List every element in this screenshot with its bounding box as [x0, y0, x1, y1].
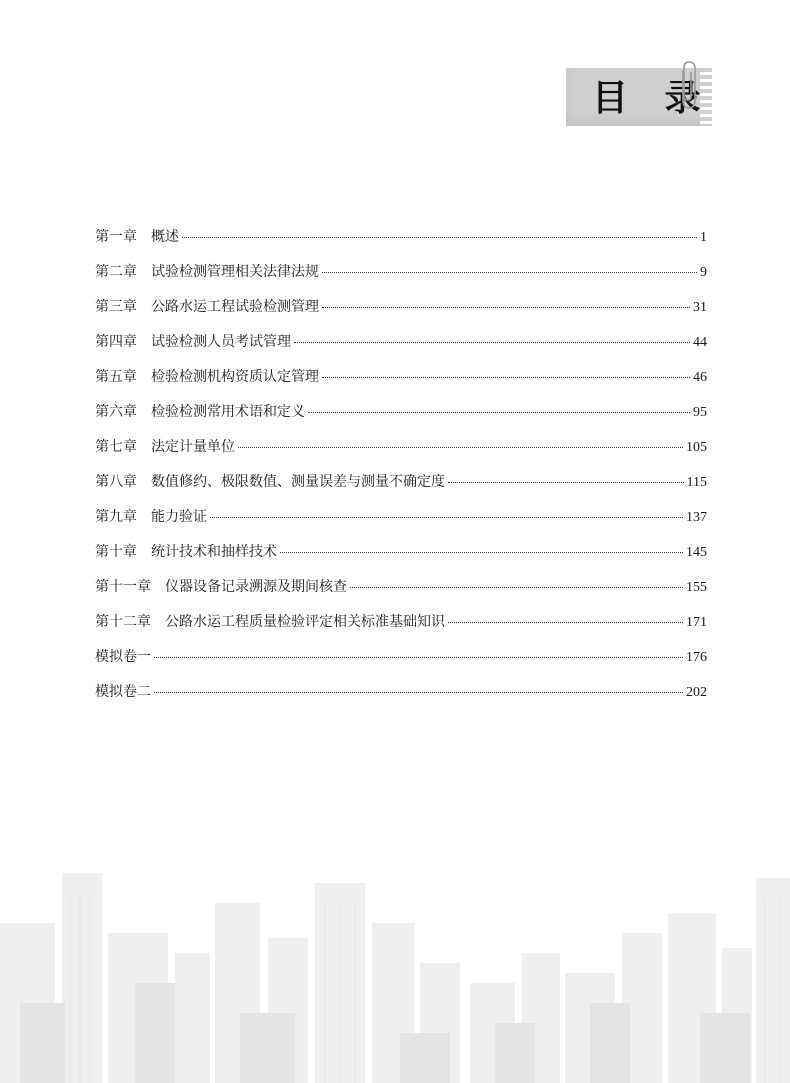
toc-row[interactable]	[95, 506, 707, 541]
toc-title: 试验检测人员考试管理	[151, 334, 291, 350]
toc-row[interactable]	[95, 366, 707, 401]
toc-row[interactable]	[95, 436, 707, 471]
toc-leader	[308, 411, 690, 413]
toc-chapter: 第五章	[95, 369, 137, 385]
toc-page: 137	[686, 510, 707, 525]
toc-title: 公路水运工程试验检测管理	[151, 299, 319, 315]
toc-row[interactable]	[95, 576, 707, 611]
toc-title: 模拟卷一	[95, 649, 151, 665]
toc-chapter: 第十二章	[95, 614, 151, 630]
toc-chapter: 第一章	[95, 229, 137, 245]
toc-page: 171	[686, 615, 707, 630]
toc-chapter: 第十一章	[95, 579, 151, 595]
paperclip-icon	[676, 60, 698, 112]
toc-title: 仪器设备记录溯源及期间核查	[165, 579, 347, 595]
toc-title: 公路水运工程质量检验评定相关标准基础知识	[165, 614, 445, 630]
toc-row[interactable]	[95, 681, 707, 716]
toc-title: 概述	[151, 229, 179, 245]
toc-chapter: 第三章	[95, 299, 137, 315]
toc-page: 202	[686, 685, 707, 700]
toc-leader	[154, 656, 683, 658]
toc-page: 9	[700, 265, 707, 280]
toc-row[interactable]	[95, 296, 707, 331]
toc-title: 统计技术和抽样技术	[151, 544, 277, 560]
toc-page: 1	[700, 230, 707, 245]
toc-title: 检验检测机构资质认定管理	[151, 369, 319, 385]
toc-leader	[448, 481, 684, 483]
toc-row[interactable]	[95, 471, 707, 506]
toc-row[interactable]	[95, 331, 707, 366]
toc-page: 44	[693, 335, 707, 350]
toc-row[interactable]	[95, 646, 707, 681]
toc-leader	[182, 236, 697, 238]
toc-chapter: 第七章	[95, 439, 137, 455]
toc-row[interactable]	[95, 541, 707, 576]
toc-title: 数值修约、极限数值、测量误差与测量不确定度	[151, 474, 445, 490]
toc-page: 105	[686, 440, 707, 455]
city-skyline-illustration	[0, 863, 790, 1083]
toc-leader	[294, 341, 690, 343]
toc-chapter: 第六章	[95, 404, 137, 420]
toc-title: 模拟卷二	[95, 684, 151, 700]
toc-chapter: 第九章	[95, 509, 137, 525]
toc-page: 155	[686, 580, 707, 595]
toc-leader	[210, 516, 683, 518]
toc-leader	[322, 376, 690, 378]
toc-row[interactable]	[95, 261, 707, 296]
table-of-contents	[95, 226, 707, 716]
toc-chapter: 第四章	[95, 334, 137, 350]
toc-row[interactable]	[95, 611, 707, 646]
toc-page: 115	[686, 475, 707, 490]
toc-page: 95	[693, 405, 707, 420]
toc-leader	[350, 586, 683, 588]
toc-title: 法定计量单位	[151, 439, 235, 455]
toc-row[interactable]	[95, 226, 707, 261]
toc-title: 检验检测常用术语和定义	[151, 404, 305, 420]
toc-leader	[448, 621, 683, 623]
toc-chapter: 第十章	[95, 544, 137, 560]
toc-page: 31	[693, 300, 707, 315]
toc-leader	[280, 551, 683, 553]
toc-leader	[322, 306, 690, 308]
toc-title: 试验检测管理相关法律法规	[151, 264, 319, 280]
toc-leader	[238, 446, 683, 448]
toc-page: 145	[686, 545, 707, 560]
toc-leader	[154, 691, 683, 693]
toc-chapter: 第八章	[95, 474, 137, 490]
toc-leader	[322, 271, 697, 273]
toc-chapter: 第二章	[95, 264, 137, 280]
toc-page: 46	[693, 370, 707, 385]
toc-title: 能力验证	[151, 509, 207, 525]
toc-page: 176	[686, 650, 707, 665]
toc-row[interactable]	[95, 401, 707, 436]
page-title: 目 录	[592, 78, 713, 119]
